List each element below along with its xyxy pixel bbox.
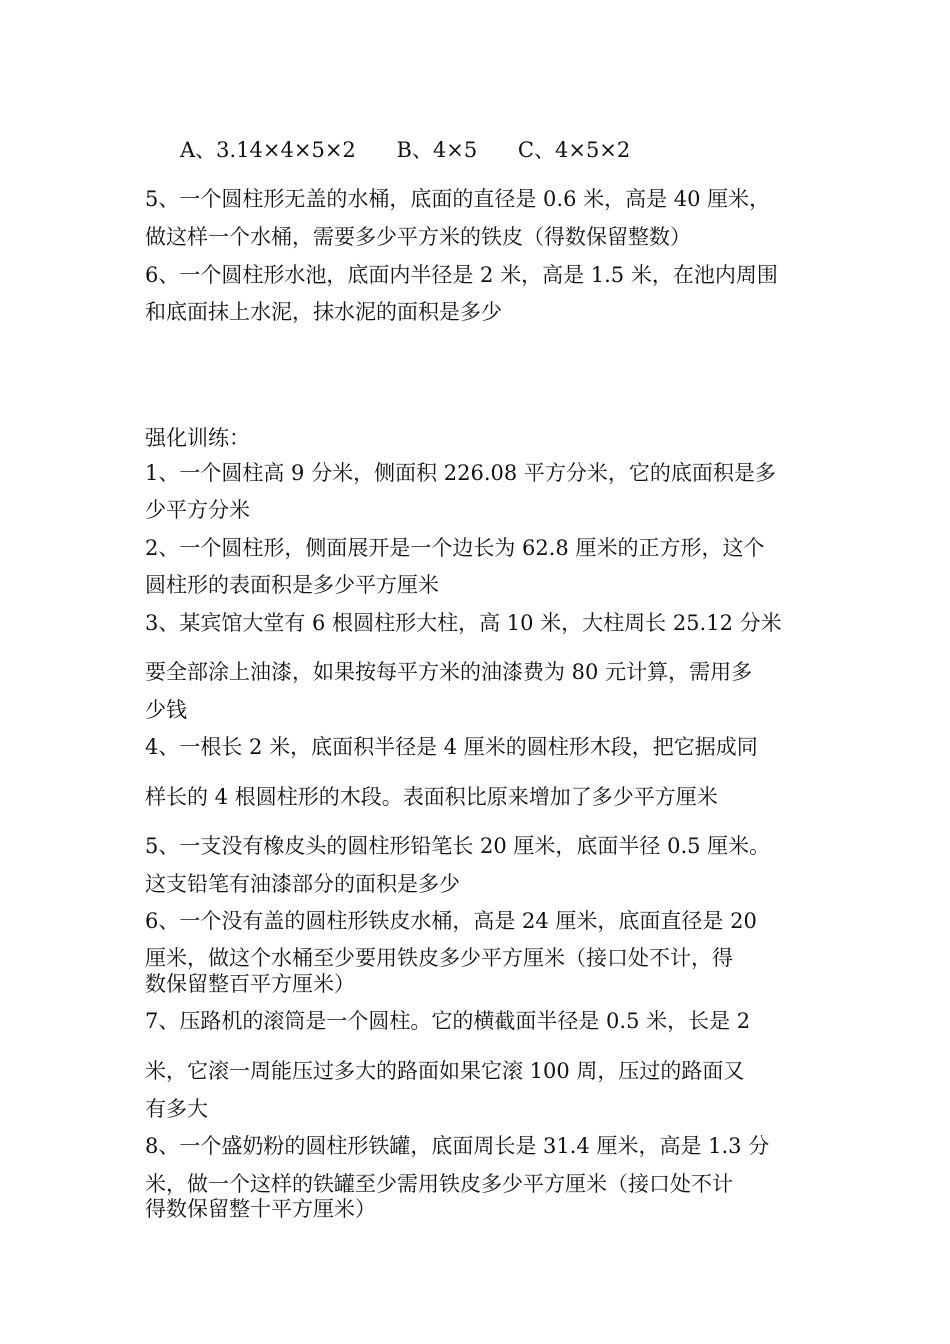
exercise-line: 这支铅笔有油漆部分的面积是多少: [145, 872, 460, 896]
option-a: A、3.14×4×5×2: [180, 138, 356, 162]
exercise-line: 8、一个盛奶粉的圆柱形铁罐，底面周长是 31.4 厘米，高是 1.3 分: [145, 1134, 770, 1158]
exercise-line: 圆柱形的表面积是多少平方厘米: [145, 573, 439, 597]
section-title: 强化训练：: [145, 426, 250, 450]
exercise-line: 4、一根长 2 米，底面积半径是 4 厘米的圆柱形木段，把它据成同: [145, 735, 758, 759]
question-line: 做这样一个水桶，需要多少平方米的铁皮（得数保留整数）: [145, 225, 691, 249]
question-line: 5、一个圆柱形无盖的水桶，底面的直径是 0.6 米，高是 40 厘米，: [145, 187, 771, 211]
exercise-line: 7、压路机的滚筒是一个圆柱。它的横截面半径是 0.5 米，长是 2: [145, 1009, 751, 1033]
exercise-line: 米，做一个这样的铁罐至少需用铁皮多少平方厘米（接口处不计: [145, 1172, 733, 1196]
exercise-line: 得数保留整十平方厘米）: [145, 1197, 376, 1221]
exercise-line: 1、一个圆柱高 9 分米，侧面积 226.08 平方分米，它的底面积是多: [145, 461, 776, 485]
exercise-line: 要全部涂上油漆，如果按每平方米的油漆费为 80 元计算，需用多: [145, 660, 753, 684]
exercise-line: 米，它滚一周能压过多大的路面如果它滚 100 周，压过的路面又: [145, 1059, 745, 1083]
exercise-line: 有多大: [145, 1097, 208, 1121]
question-line: 6、一个圆柱形水池，底面内半径是 2 米，高是 1.5 米，在池内周围: [145, 263, 778, 287]
exercise-line: 6、一个没有盖的圆柱形铁皮水桶，高是 24 厘米，底面直径是 20: [145, 909, 757, 933]
exercise-line: 少平方分米: [145, 498, 250, 522]
exercise-line: 少钱: [145, 698, 187, 722]
option-c: C、4×5×2: [517, 138, 631, 162]
exercise-line: 3、某宾馆大堂有 6 根圆柱形大柱，高 10 米，大柱周长 25.12 分米: [145, 611, 782, 635]
exercise-line: 2、一个圆柱形，侧面展开是一个边长为 62.8 厘米的正方形，这个: [145, 536, 765, 560]
answer-options: [180, 137, 664, 163]
option-b: B、4×5: [396, 138, 478, 162]
question-line: 和底面抹上水泥，抹水泥的面积是多少: [145, 300, 502, 324]
exercise-line: 5、一支没有橡皮头的圆柱形铅笔长 20 厘米，底面半径 0.5 厘米。: [145, 834, 771, 858]
exercise-line: 厘米，做这个水桶至少要用铁皮多少平方厘米（接口处不计，得: [145, 946, 733, 970]
exercise-line: 样长的 4 根圆柱形的木段。表面积比原来增加了多少平方厘米: [145, 785, 718, 809]
exercise-line: 数保留整百平方厘米）: [145, 972, 355, 996]
